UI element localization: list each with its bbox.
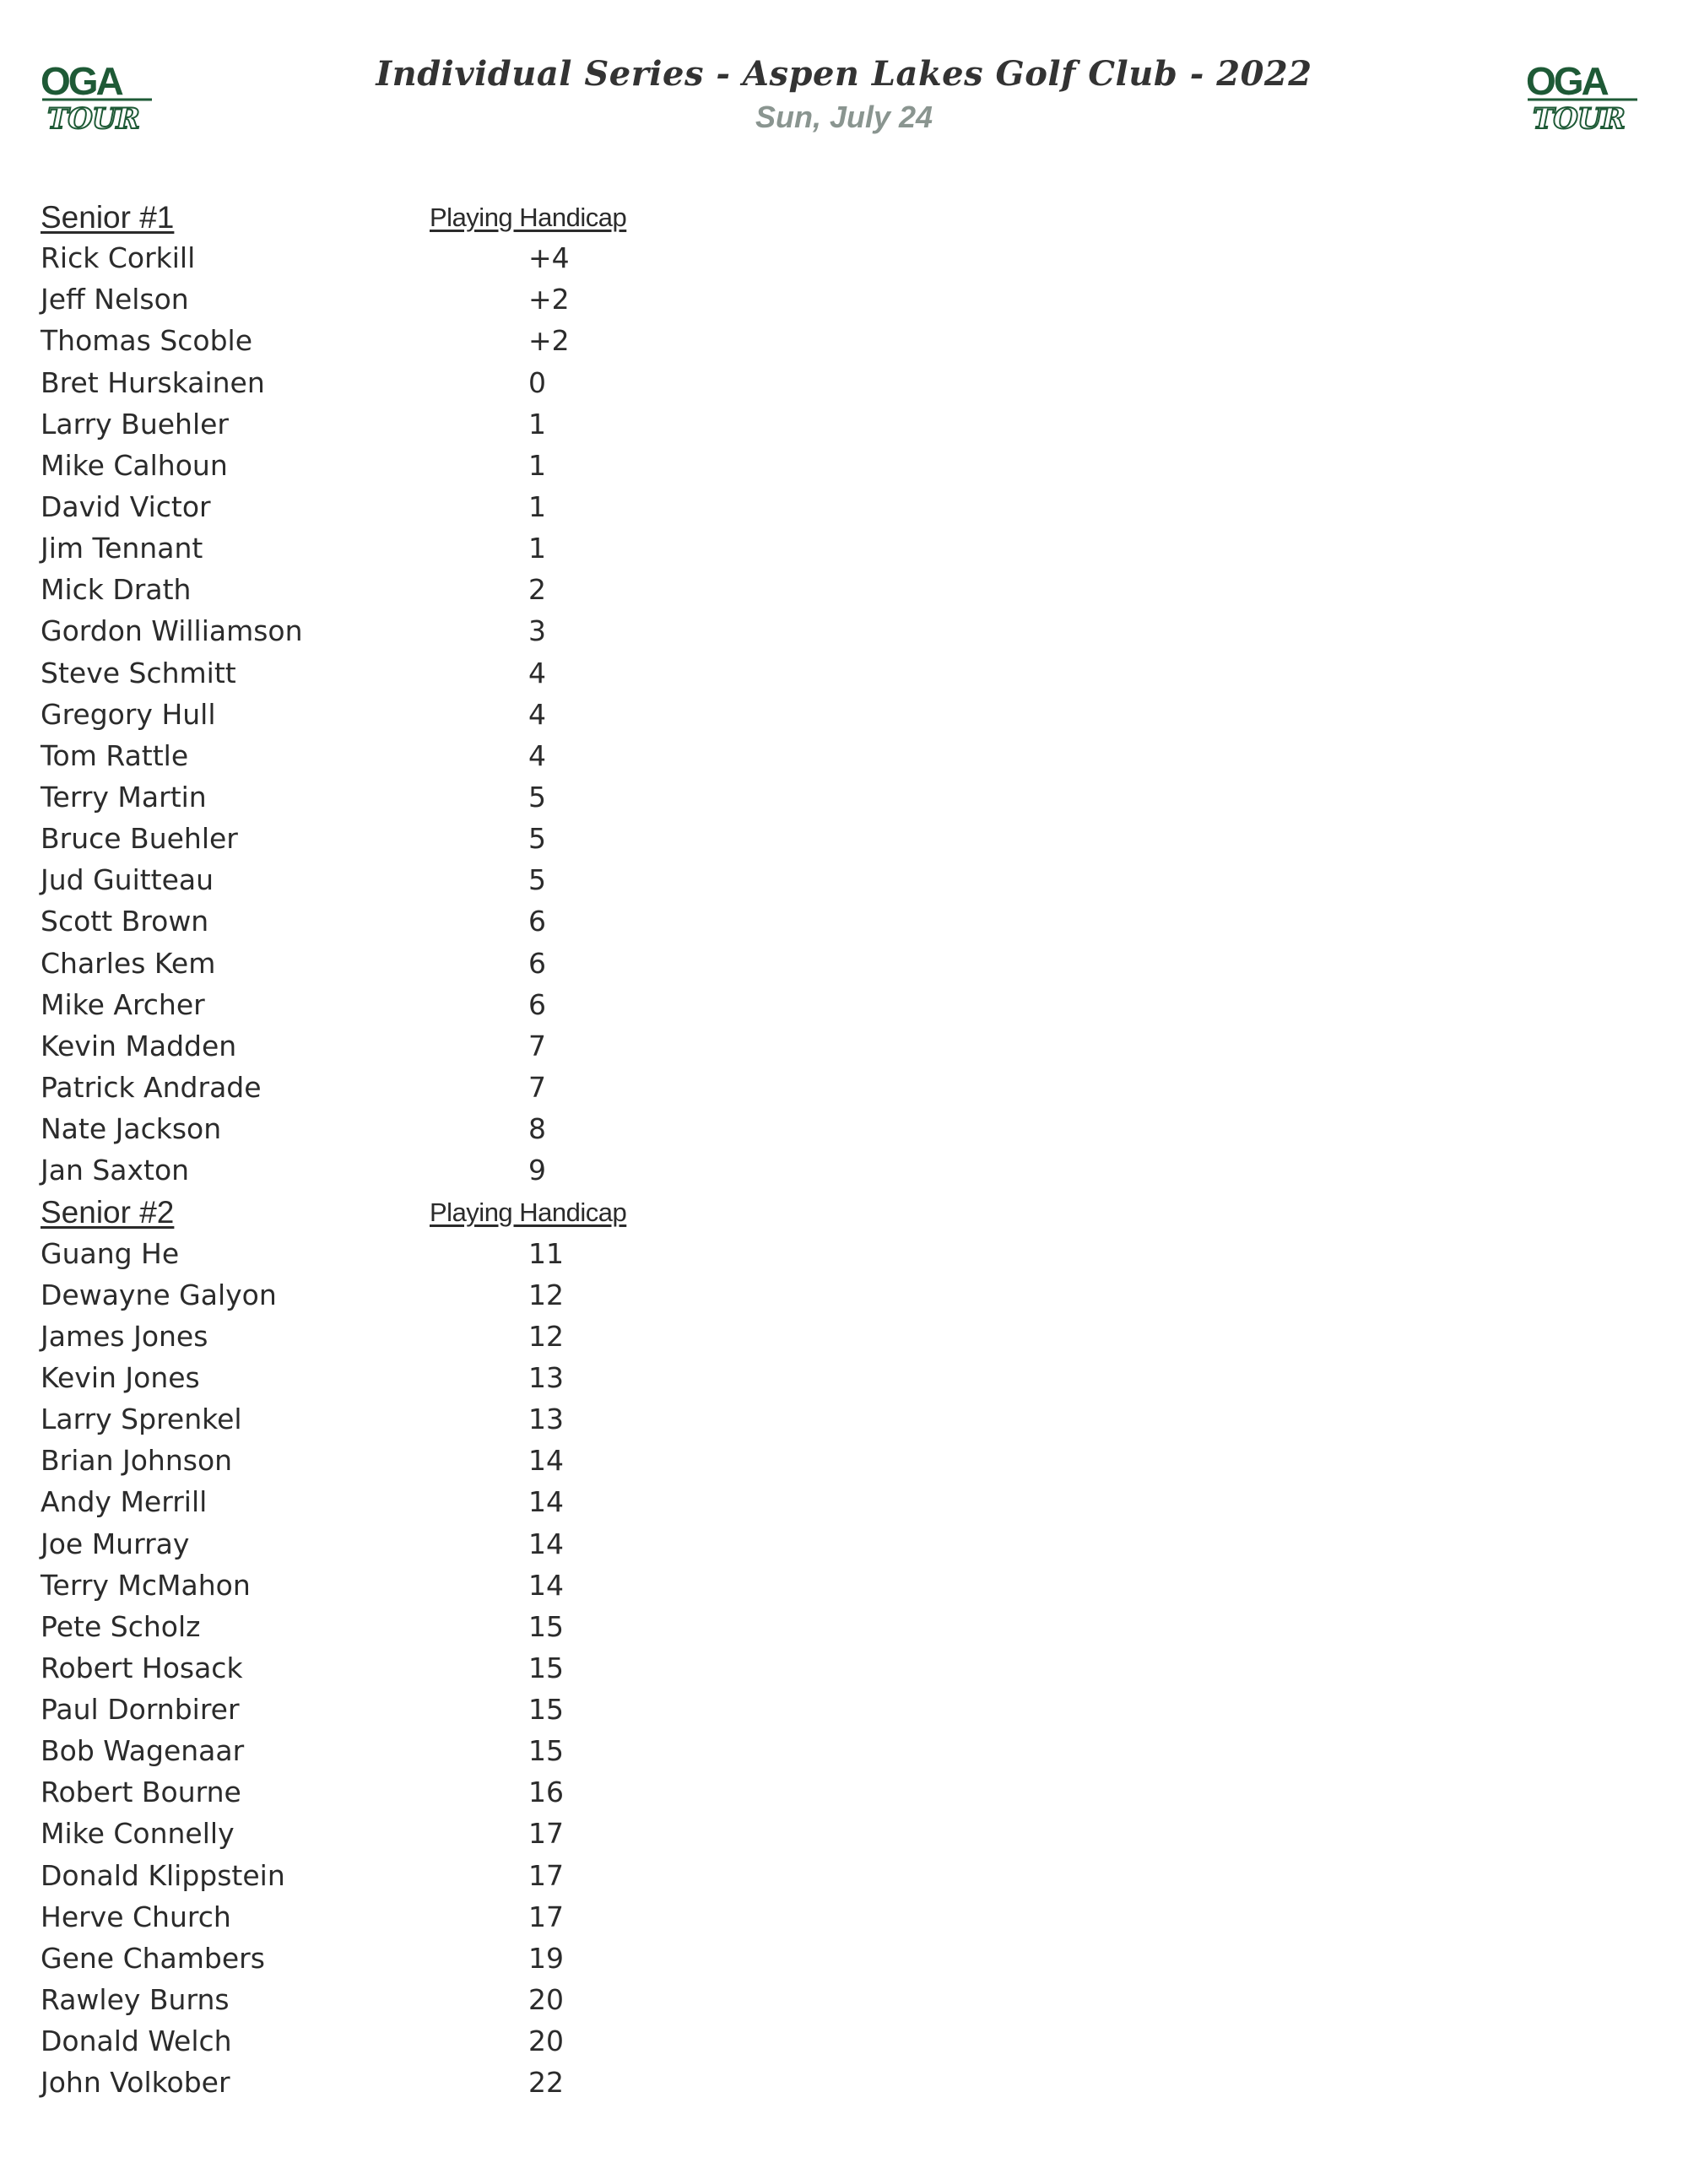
- player-name: James Jones: [41, 1319, 208, 1353]
- svg-text:TOUR: TOUR: [1533, 102, 1625, 135]
- player-name: Larry Sprenkel: [41, 1403, 242, 1436]
- player-name: Patrick Andrade: [41, 1070, 262, 1104]
- player-name: Donald Welch: [41, 2025, 232, 2058]
- playing-handicap: 3: [528, 614, 546, 648]
- player-row: [41, 1938, 800, 1979]
- playing-handicap: 5: [528, 780, 546, 814]
- group-title: Senior #2: [41, 1195, 175, 1230]
- player-row: [41, 1523, 800, 1565]
- playing-handicap: 12: [528, 1319, 564, 1353]
- player-name: Robert Bourne: [41, 1776, 241, 1809]
- player-name: Tom Rattle: [41, 738, 189, 772]
- player-name: Dewayne Galyon: [41, 1278, 277, 1311]
- group-header: [41, 1191, 800, 1232]
- handicap-column-header: Playing Handicap: [430, 1197, 627, 1228]
- playing-handicap: 0: [528, 365, 546, 399]
- playing-handicap: 8: [528, 1112, 546, 1146]
- player-row: [41, 1896, 800, 1938]
- playing-handicap: 13: [528, 1403, 564, 1436]
- player-name: Steve Schmitt: [41, 656, 236, 689]
- playing-handicap: 9: [528, 1154, 546, 1187]
- player-name: Kevin Jones: [41, 1360, 200, 1394]
- player-row: [41, 1108, 800, 1149]
- playing-handicap: +2: [528, 283, 570, 316]
- player-name: Larry Buehler: [41, 407, 229, 441]
- playing-handicap: +4: [528, 241, 570, 275]
- playing-handicap: 22: [528, 2066, 564, 2100]
- player-name: Robert Hosack: [41, 1651, 243, 1684]
- player-row: [41, 984, 800, 1025]
- playing-handicap: +2: [528, 324, 570, 358]
- playing-handicap: 15: [528, 1651, 564, 1684]
- player-row: [41, 1357, 800, 1398]
- player-name: Herve Church: [41, 1900, 231, 1933]
- playing-handicap: 4: [528, 738, 546, 772]
- player-name: Gregory Hull: [41, 697, 216, 731]
- player-name: Terry Martin: [41, 780, 207, 814]
- playing-handicap: 1: [528, 407, 546, 441]
- player-name: Scott Brown: [41, 905, 209, 938]
- player-row: [41, 2020, 800, 2062]
- player-name: Rawley Burns: [41, 1983, 230, 2017]
- player-name: Donald Klippstein: [41, 1858, 285, 1892]
- player-name: David Victor: [41, 489, 211, 523]
- player-name: Mike Calhoun: [41, 448, 228, 482]
- player-row: [41, 1730, 800, 1771]
- player-row: [41, 1481, 800, 1522]
- page-title: Individual Series - Aspen Lakes Golf Club - 2022: [376, 54, 1312, 94]
- player-row: [41, 943, 800, 984]
- playing-handicap: 19: [528, 1941, 564, 1975]
- svg-text:TOUR: TOUR: [47, 102, 139, 135]
- player-row: [41, 1025, 800, 1067]
- playing-handicap: 5: [528, 863, 546, 897]
- player-row: [41, 1606, 800, 1647]
- player-row: [41, 610, 800, 651]
- player-row: [41, 1979, 800, 2020]
- player-row: [41, 1316, 800, 1357]
- playing-handicap: 20: [528, 2025, 564, 2058]
- playing-handicap: 1: [528, 448, 546, 482]
- playing-handicap: 11: [528, 1236, 564, 1270]
- player-name: Mike Connelly: [41, 1817, 235, 1851]
- playing-handicap: 20: [528, 1983, 564, 2017]
- player-row: [41, 1440, 800, 1481]
- playing-handicap: 2: [528, 573, 546, 607]
- playing-handicap: 6: [528, 946, 546, 980]
- player-row: [41, 1855, 800, 1896]
- player-row: [41, 1149, 800, 1191]
- group-header: [41, 196, 800, 237]
- player-row: [41, 1233, 800, 1274]
- player-name: Paul Dornbirer: [41, 1693, 240, 1727]
- player-name: Terry McMahon: [41, 1568, 251, 1602]
- playing-handicap: 6: [528, 987, 546, 1021]
- player-name: Gene Chambers: [41, 1941, 265, 1975]
- player-row: [41, 776, 800, 818]
- player-row: [41, 652, 800, 694]
- playing-handicap: 13: [528, 1360, 564, 1394]
- playing-handicap: 6: [528, 905, 546, 938]
- playing-handicap: 14: [528, 1568, 564, 1602]
- player-row: [41, 278, 800, 320]
- player-row: [41, 403, 800, 445]
- player-name: Mike Archer: [41, 987, 205, 1021]
- playing-handicap: 7: [528, 1070, 546, 1104]
- player-row: [41, 445, 800, 486]
- player-row: [41, 1689, 800, 1730]
- player-name: Brian Johnson: [41, 1444, 233, 1478]
- player-name: Andy Merrill: [41, 1485, 208, 1519]
- playing-handicap: 1: [528, 532, 546, 565]
- player-name: Jeff Nelson: [41, 283, 189, 316]
- playing-handicap: 17: [528, 1858, 564, 1892]
- player-row: [41, 1647, 800, 1689]
- player-name: Pete Scholz: [41, 1609, 201, 1643]
- player-name: Gordon Williamson: [41, 614, 303, 648]
- player-row: [41, 694, 800, 735]
- player-row: [41, 569, 800, 610]
- playing-handicap: 17: [528, 1817, 564, 1851]
- playing-handicap: 1: [528, 489, 546, 523]
- playing-handicap: 15: [528, 1609, 564, 1643]
- player-name: Nate Jackson: [41, 1112, 222, 1146]
- player-name: Joe Murray: [41, 1527, 190, 1560]
- player-name: Bruce Buehler: [41, 822, 238, 856]
- player-roster: [41, 196, 800, 2103]
- player-name: Jim Tennant: [41, 532, 203, 565]
- player-name: Rick Corkill: [41, 241, 196, 275]
- svg-text:OGA: OGA: [41, 59, 122, 103]
- player-row: [41, 1067, 800, 1108]
- player-name: Bob Wagenaar: [41, 1734, 245, 1768]
- player-row: [41, 818, 800, 859]
- playing-handicap: 14: [528, 1527, 564, 1560]
- player-name: John Volkober: [41, 2066, 230, 2100]
- player-name: Jud Guitteau: [41, 863, 214, 897]
- player-row: [41, 735, 800, 776]
- player-row: [41, 237, 800, 278]
- playing-handicap: 16: [528, 1776, 564, 1809]
- player-row: [41, 1398, 800, 1440]
- playing-handicap: 15: [528, 1734, 564, 1768]
- player-name: Charles Kem: [41, 946, 216, 980]
- player-name: Thomas Scoble: [41, 324, 253, 358]
- handicap-column-header: Playing Handicap: [430, 203, 627, 232]
- player-row: [41, 486, 800, 527]
- playing-handicap: 14: [528, 1444, 564, 1478]
- player-name: Bret Hurskainen: [41, 365, 265, 399]
- playing-handicap: 12: [528, 1278, 564, 1311]
- group-title: Senior #1: [41, 200, 175, 235]
- playing-handicap: 4: [528, 656, 546, 689]
- player-row: [41, 1274, 800, 1316]
- playing-handicap: 7: [528, 1029, 546, 1062]
- player-name: Mick Drath: [41, 573, 192, 607]
- player-name: Guang He: [41, 1236, 180, 1270]
- event-date: Sun, July 24: [755, 100, 933, 134]
- svg-text:OGA: OGA: [1526, 59, 1607, 103]
- player-row: [41, 527, 800, 569]
- player-row: [41, 362, 800, 403]
- playing-handicap: 14: [528, 1485, 564, 1519]
- player-name: Jan Saxton: [41, 1154, 190, 1187]
- player-row: [41, 1813, 800, 1854]
- player-row: [41, 2062, 800, 2103]
- playing-handicap: 15: [528, 1693, 564, 1727]
- playing-handicap: 4: [528, 697, 546, 731]
- player-row: [41, 859, 800, 900]
- player-row: [41, 1565, 800, 1606]
- player-name: Kevin Madden: [41, 1029, 237, 1062]
- player-row: [41, 320, 800, 361]
- player-row: [41, 900, 800, 942]
- player-row: [41, 1771, 800, 1813]
- playing-handicap: 5: [528, 822, 546, 856]
- playing-handicap: 17: [528, 1900, 564, 1933]
